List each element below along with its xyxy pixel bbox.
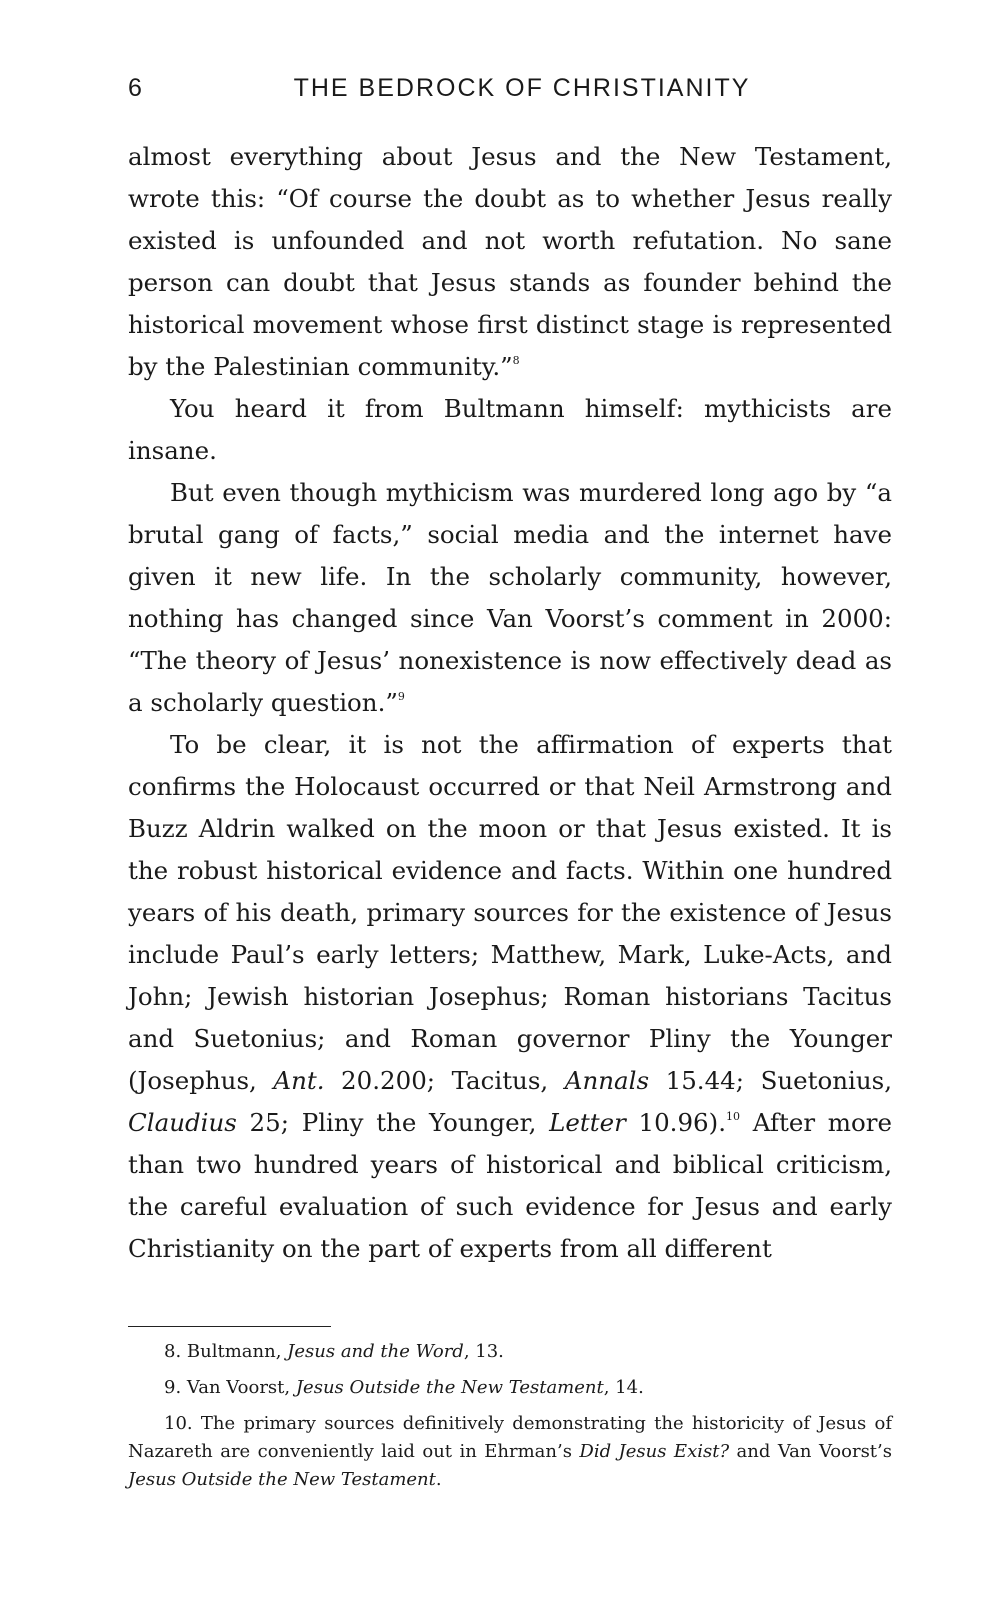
paragraph-1-text: almost everything about Jesus and the New Testament, wrote this: “Of course the doubt as to whether Jesus really existed is unfounded and not worth refutation. No sane person can doubt that Jesus stands as founder behind the historical movement whose first distinct stage is represented by the Palestinian community.”	[128, 142, 892, 381]
paragraph-4-text: 15.44; Suetonius,	[649, 1066, 892, 1095]
paragraph-2: You heard it from Bultmann himself: mythicists are insane.	[128, 394, 892, 465]
footnote-number: 9.	[164, 1377, 182, 1398]
footnote-8	[128, 1338, 892, 1366]
footnote-book-title: Did Jesus Exist?	[579, 1441, 730, 1462]
footnote-ref-10: 10	[725, 1110, 740, 1123]
page-number: 6	[128, 74, 144, 102]
footnote-9	[128, 1374, 892, 1402]
footnote-number: 10.	[164, 1413, 193, 1434]
citation-claudius: Claudius	[128, 1108, 237, 1137]
paragraph-4	[128, 724, 892, 1270]
citation-letter: Letter	[549, 1108, 626, 1137]
paragraph-3-text: But even though mythicism was murdered long ago by “a brutal gang of facts,” social media and the internet have given it new life. In the scholarly community, however, nothing has changed since Van Voorst’s comment in 2000: “The theory of Jesus’ nonexistence is now effectively dead as a scholarly question.”	[128, 478, 892, 717]
running-header	[128, 74, 892, 114]
paragraph-4-text: 10.96).	[625, 1108, 726, 1137]
paragraph-4-text: After more than two hundred years of historical and biblical criticism, the careful evaluation of such evidence for Jesus and early Christianity on the part of experts from all different	[128, 1108, 892, 1263]
paragraph-3	[128, 472, 892, 724]
footnote-divider	[128, 1326, 331, 1327]
footnote-text: , 13.	[463, 1341, 504, 1362]
footnotes	[128, 1338, 892, 1494]
footnote-text: , 14.	[603, 1377, 644, 1398]
running-title: THE BEDROCK OF CHRISTIANITY	[293, 74, 751, 102]
paragraph-4-text: 20.200; Tacitus,	[324, 1066, 565, 1095]
citation-annals: Annals	[564, 1066, 650, 1095]
paragraph-4-text: 25; Pliny the Younger,	[236, 1108, 550, 1137]
footnote-text: .	[435, 1469, 442, 1490]
citation-ant: Ant.	[273, 1066, 325, 1095]
footnote-ref-9: 9	[397, 690, 405, 703]
footnote-book-title: Jesus Outside the New Testament	[295, 1377, 604, 1398]
footnote-book-title: Jesus Outside the New Testament	[128, 1469, 436, 1490]
footnote-text: Van Voorst,	[181, 1377, 296, 1398]
footnote-number: 8.	[164, 1341, 182, 1362]
paragraph-1	[128, 136, 892, 388]
footnote-10	[128, 1410, 892, 1494]
footnote-text: The primary sources definitively demonstrating the historicity of Jesus of Nazareth are conveniently laid out in Ehrman’s	[128, 1413, 892, 1462]
footnote-text: Bultmann,	[181, 1341, 288, 1362]
body-text	[128, 136, 892, 1270]
footnote-text: and Van Voorst’s	[729, 1441, 892, 1462]
footnote-ref-8: 8	[512, 354, 520, 367]
paragraph-4-text: To be clear, it is not the affirmation of experts that confirms the Holocaust occurred or that Neil Armstrong and Buzz Aldrin walked on the moon or that Jesus existed. It is the robust historical evidence and facts. Within one hundred years of his death, primary sources for the existence of Jesus include Paul’s early letters; Matthew, Mark, Luke-Acts, and John; Jewish historian Josephus; Roman historians Tacitus and Suetonius; and Roman governor Pliny the Younger (Josephus,	[128, 730, 892, 1095]
footnote-book-title: Jesus and the Word	[287, 1341, 464, 1362]
